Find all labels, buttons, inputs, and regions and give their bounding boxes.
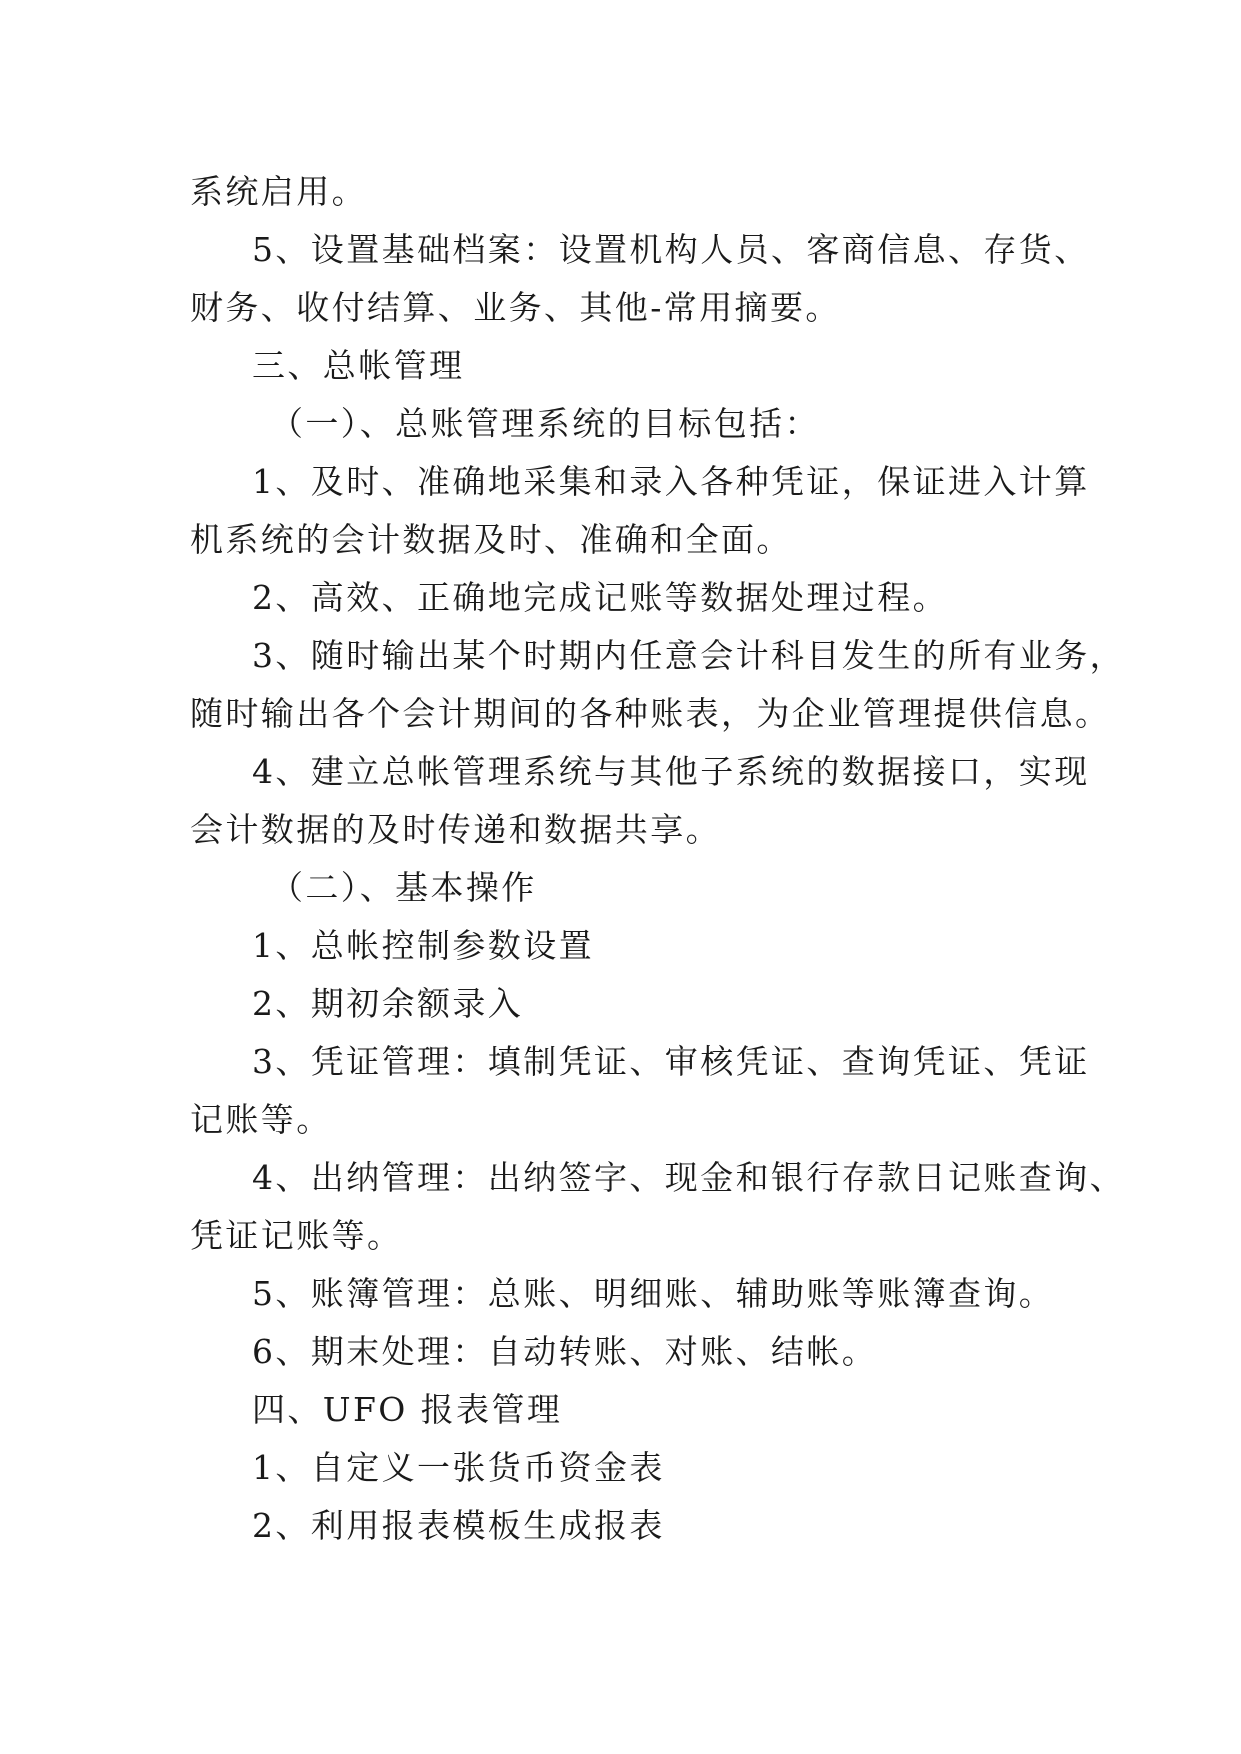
text-line: 财务、收付结算、业务、其他-常用摘要。 [190, 288, 841, 327]
text-line: 6、期末处理：自动转账、对账、结帐。 [252, 1332, 878, 1371]
text-line: 2、利用报表模板生成报表 [252, 1506, 665, 1545]
text-line: 系统启用。 [190, 172, 367, 211]
text-line: 4、出纳管理：出纳签字、现金和银行存款日记账查询、 [252, 1158, 1125, 1197]
text-line: 5、设置基础档案：设置机构人员、客商信息、存货、 [252, 230, 1090, 269]
text-line: 5、账簿管理：总账、明细账、辅助账等账簿查询。 [252, 1274, 1055, 1313]
text-line: 3、凭证管理：填制凭证、审核凭证、查询凭证、凭证 [252, 1042, 1090, 1081]
document-body [190, 163, 1125, 1555]
text-line: 2、高效、正确地完成记账等数据处理过程。 [252, 578, 948, 617]
text-line: 4、建立总帐管理系统与其他子系统的数据接口，实现 [252, 752, 1090, 791]
text-line: 1、总帐控制参数设置 [252, 926, 594, 965]
text-line: 1、及时、准确地采集和录入各种凭证，保证进入计算 [252, 462, 1090, 501]
subsection-heading: （一）、总账管理系统的目标包括： [270, 404, 820, 443]
section-heading: 四、UFO 报表管理 [252, 1390, 563, 1429]
text-line: 随时输出各个会计期间的各种账表，为企业管理提供信息。 [190, 694, 1111, 733]
text-line: 凭证记账等。 [190, 1216, 403, 1255]
section-heading: 三、总帐管理 [252, 346, 465, 385]
text-line: 会计数据的及时传递和数据共享。 [190, 810, 721, 849]
text-line: 2、期初余额录入 [252, 984, 524, 1023]
text-line: 记账等。 [190, 1100, 332, 1139]
subsection-heading: （二）、基本操作 [270, 868, 537, 907]
text-line: 3、随时输出某个时期内任意会计科目发生的所有业务， [252, 636, 1125, 675]
text-line: 1、自定义一张货币资金表 [252, 1448, 665, 1487]
text-line: 机系统的会计数据及时、准确和全面。 [190, 520, 792, 559]
